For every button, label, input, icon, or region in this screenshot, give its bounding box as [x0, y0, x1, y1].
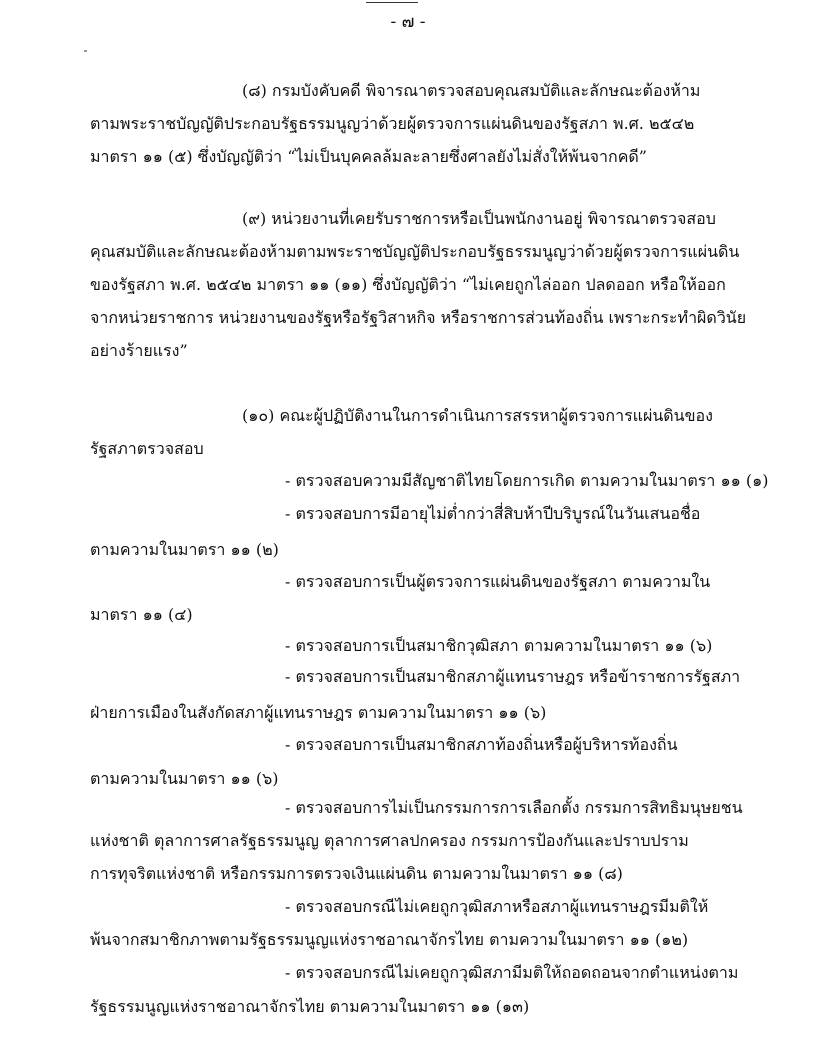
item-9-line-1: (๙) หน่วยงานที่เคยรับราชการหรือเป็นพนักงานอยู่ พิจารณาตรวจสอบ	[242, 209, 716, 228]
bullet-nationality: - ตรวจสอบความมีสัญชาติไทยโดยการเกิด ตามความในมาตรา ๑๑ (๑)	[285, 471, 769, 490]
item-10-line-2: รัฐสภาตรวจสอบ	[90, 439, 204, 458]
bullet-removal: - ตรวจสอบกรณีไม่เคยถูกวุฒิสภาหรือสภาผู้แทนราษฎรมีมติให้	[285, 897, 709, 916]
bullet-ombudsman-cont: มาตรา ๑๑ (๔)	[90, 605, 193, 624]
bullet-commissions-cont-2: การทุจริตแห่งชาติ หรือกรรมการตรวจเงินแผ่นดิน ตามความในมาตรา ๑๑ (๘)	[90, 864, 623, 883]
bullet-mp: - ตรวจสอบการเป็นสมาชิกสภาผู้แทนราษฎร หรือข้าราชการรัฐสภา	[285, 667, 741, 686]
item-9-line-5: อย่างร้ายแรง”	[90, 341, 188, 360]
item-8-line-3: มาตรา ๑๑ (๕) ซึ่งบัญญัติว่า “ไม่เป็นบุคคลล้มละลายซึ่งศาลยังไม่สั่งให้พ้นจากคดี”	[90, 147, 647, 166]
bullet-senator: - ตรวจสอบการเป็นสมาชิกวุฒิสภา ตามความในมาตรา ๑๑ (๖)	[285, 636, 713, 655]
item-9-line-4: จากหน่วยราชการ หน่วยงานของรัฐหรือรัฐวิสาหกิจ หรือราชการส่วนท้องถิ่น เพราะกระทำผิดวินัย	[90, 308, 747, 327]
top-rule	[366, 2, 418, 3]
bullet-commissions-cont-1: แห่งชาติ ตุลาการศาลรัฐธรรมนูญ ตุลาการศาลปกครอง กรรมการป้องกันและปราบปราม	[90, 831, 689, 850]
item-9-line-3: ของรัฐสภา พ.ศ. ๒๕๔๒ มาตรา ๑๑ (๑๑) ซึ่งบัญญัติว่า “ไม่เคยถูกไล่ออก ปลดออก หรือให้ออก	[90, 275, 726, 294]
bullet-impeachment-cont: รัฐธรรมนูญแห่งราชอาณาจักรไทย ตามความในมาตรา ๑๑ (๑๓)	[90, 997, 530, 1016]
item-8-line-1: (๘) กรมบังคับคดี พิจารณาตรวจสอบคุณสมบัติและลักษณะต้องห้าม	[242, 81, 701, 100]
scan-speck	[84, 50, 87, 52]
page-number: - ๗ -	[390, 12, 426, 32]
bullet-age: - ตรวจสอบการมีอายุไม่ต่ำกว่าสี่สิบห้าปีบริบูรณ์ในวันเสนอชื่อ	[285, 504, 701, 523]
bullet-commissions: - ตรวจสอบการไม่เป็นกรรมการการเลือกตั้ง กรรมการสิทธิมนุษยชน	[285, 798, 743, 817]
item-9-line-2: คุณสมบัติและลักษณะต้องห้ามตามพระราชบัญญัติประกอบรัฐธรรมนูญว่าด้วยผู้ตรวจการแผ่นดิน	[90, 242, 740, 261]
bullet-removal-cont: พ้นจากสมาชิกภาพตามรัฐธรรมนูญแห่งราชอาณาจักรไทย ตามความในมาตรา ๑๑ (๑๒)	[90, 930, 689, 949]
item-8-line-2: ตามพระราชบัญญัติประกอบรัฐธรรมนูญว่าด้วยผู้ตรวจการแผ่นดินของรัฐสภา พ.ศ. ๒๕๔๒	[90, 114, 695, 133]
bullet-age-cont: ตามความในมาตรา ๑๑ (๒)	[90, 540, 279, 559]
bullet-local-cont: ตามความในมาตรา ๑๑ (๖)	[90, 769, 279, 788]
item-10-line-1: (๑๐) คณะผู้ปฏิบัติงานในการดำเนินการสรรหาผู้ตรวจการแผ่นดินของ	[242, 406, 713, 425]
bullet-impeachment: - ตรวจสอบกรณีไม่เคยถูกวุฒิสภามีมติให้ถอดถอนจากตำแหน่งตาม	[285, 963, 739, 982]
bullet-ombudsman: - ตรวจสอบการเป็นผู้ตรวจการแผ่นดินของรัฐสภา ตามความใน	[285, 572, 711, 591]
bullet-local: - ตรวจสอบการเป็นสมาชิกสภาท้องถิ่นหรือผู้บริหารท้องถิ่น	[285, 735, 678, 754]
bullet-mp-cont: ฝ่ายการเมืองในสังกัดสภาผู้แทนราษฎร ตามความในมาตรา ๑๑ (๖)	[90, 703, 547, 722]
